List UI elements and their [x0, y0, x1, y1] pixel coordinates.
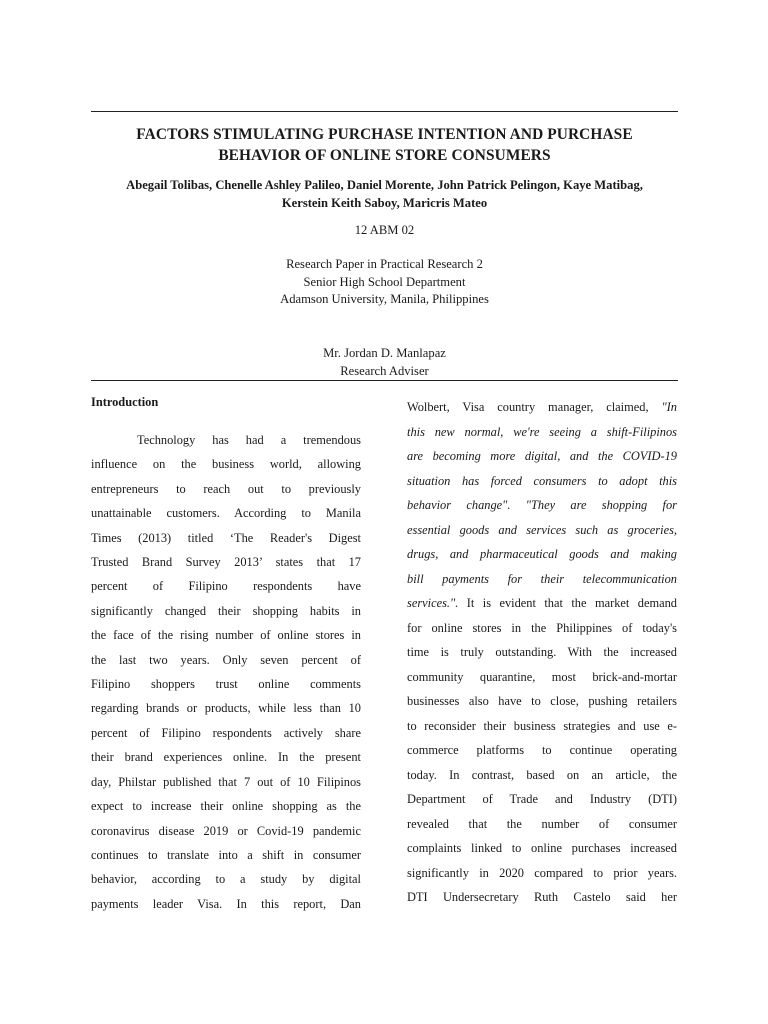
title-line: BEHAVIOR OF ONLINE STORE CONSUMERS — [218, 147, 551, 164]
top-rule — [91, 111, 678, 112]
text-line: businesses also have to close, pushing retailers — [407, 694, 677, 708]
text-line: Filipino shoppers trust online comments — [91, 677, 361, 692]
text-line: their brand experiences online. In the present — [91, 750, 361, 765]
text-line: Department of Trade and Industry (DTI) — [407, 792, 677, 806]
text-line: continues to translate into a shift in consumer — [91, 847, 361, 862]
text-line: entrepreneurs to reach out to previously — [91, 481, 361, 496]
text-line: complaints linked to online purchases increased — [407, 841, 677, 855]
text-line: for online stores in the Philippines of today's — [407, 620, 677, 635]
header-divider — [91, 380, 678, 381]
text-line — [407, 395, 677, 420]
text-line: the face of the rising number of online stores in — [91, 628, 361, 643]
text-line: revealed that the number of consumer — [407, 816, 677, 831]
text-line: the last two years. Only seven percent of — [91, 652, 361, 667]
text-line: commerce platforms to continue operating — [407, 743, 677, 757]
paper-title — [91, 124, 678, 166]
authors-line: Kerstein Keith Saboy, Maricris Mateo — [281, 195, 488, 210]
text-line: DTI Undersecretary Ruth Castelo said her — [407, 890, 677, 904]
quote-line: drugs, and pharmaceutical goods and making — [407, 547, 677, 561]
text-line: Times (2013) titled ‘The Reader's Digest — [91, 530, 361, 545]
text-line: coronavirus disease 2019 or Covid-19 pandemic — [91, 823, 361, 838]
text-line: unattainable customers. According to Manila — [91, 506, 361, 521]
affiliation-line: Senior High School Department — [303, 274, 466, 289]
adviser-role: Research Adviser — [340, 363, 429, 378]
text-line: today. In contrast, based on an article, the — [407, 767, 677, 782]
text-line: community quarantine, most brick-and-mortar — [407, 669, 677, 684]
text-line: Technology has had a tremendous — [137, 433, 361, 447]
quote-run: services.". — [407, 596, 459, 610]
adviser-block — [91, 345, 678, 380]
quote-line: behavior change". "They are shopping for — [407, 498, 677, 512]
affiliation-line: Research Paper in Practical Research 2 — [286, 257, 483, 271]
author-list — [91, 177, 678, 212]
introduction-paragraph — [91, 428, 361, 916]
text-line: behavior, according to a study by digital — [91, 872, 361, 887]
text-line: Trusted Brand Survey 2013’ states that 17 — [91, 555, 361, 570]
adviser-name: Mr. Jordan D. Manlapaz — [323, 346, 446, 360]
text-line: payments leader Visa. In this report, Dan — [91, 896, 361, 911]
text-line: to reconsider their business strategies and use e- — [407, 718, 677, 733]
left-column — [91, 392, 361, 916]
text-line: day, Philstar published that 7 out of 10 Filipinos — [91, 774, 361, 789]
quote-line: bill payments for their telecommunication — [407, 571, 677, 586]
section-heading: Introduction — [91, 395, 159, 409]
text-line: regarding brands or products, while less than 10 — [91, 701, 361, 716]
quote-line: are becoming more digital, and the COVID-19 — [407, 449, 677, 463]
text-line: percent of Filipino respondents actively share — [91, 725, 361, 740]
text-line: influence on the business world, allowing — [91, 457, 361, 472]
quote-run: "In — [661, 400, 677, 414]
text-line: expect to increase their online shopping as the — [91, 799, 361, 814]
text-line: time is truly outstanding. With the increased — [407, 645, 677, 659]
text-line — [407, 591, 677, 616]
affiliation-block — [91, 256, 678, 309]
quote-line: situation has forced consumers to adopt this — [407, 473, 677, 488]
quote-line: essential goods and services such as groceries, — [407, 522, 677, 537]
section-label: 12 ABM 02 — [354, 223, 415, 237]
quote-line: this new normal, we're seeing a shift-Filipinos — [407, 424, 677, 439]
text-line: percent of Filipino respondents have — [91, 579, 361, 594]
text-run: Wolbert, Visa country manager, claimed, — [407, 400, 662, 414]
text-line: significantly in 2020 compared to prior years. — [407, 865, 677, 880]
text-line: significantly changed their shopping habits in — [91, 603, 361, 618]
text-run: It is evident that the market demand — [458, 596, 677, 610]
affiliation-line: Adamson University, Manila, Philippines — [280, 292, 489, 306]
right-column — [407, 392, 677, 910]
title-line: FACTORS STIMULATING PURCHASE INTENTION AND PURCHASE — [136, 126, 633, 143]
body-paragraph — [407, 395, 677, 910]
authors-line: Abegail Tolibas, Chenelle Ashley Palileo, Daniel Morente, John Patrick Pelingon, Kaye Matibag, — [126, 178, 643, 192]
